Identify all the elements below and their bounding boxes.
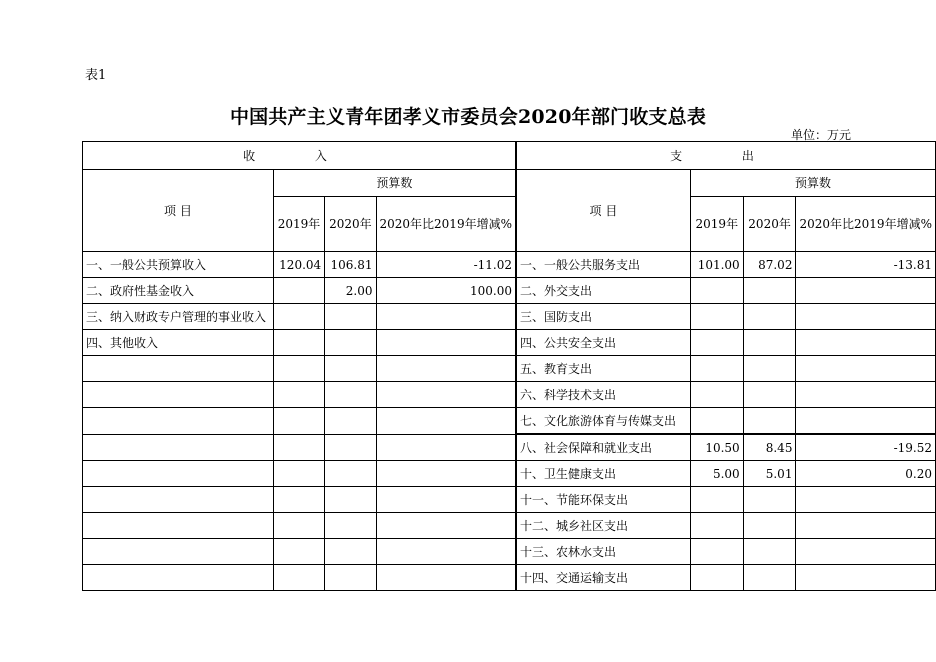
table-row <box>83 304 936 330</box>
page-title: 中国共产主义青年团孝义市委员会2020年部门收支总表 <box>229 106 707 128</box>
expense-2019-cell: 10.50 <box>690 434 743 461</box>
expense-2020-cell <box>743 408 796 435</box>
income-2019-cell <box>273 539 324 565</box>
expense-2020-cell: 8.45 <box>743 434 796 461</box>
expense-change-cell <box>796 356 936 382</box>
income-2020-cell <box>325 304 376 330</box>
budget-summary-table <box>82 141 936 591</box>
expense-2020-cell <box>743 513 796 539</box>
expense-2020-cell <box>743 565 796 591</box>
table-row <box>83 565 936 591</box>
expense-change-cell: 0.20 <box>796 461 936 487</box>
income-section-header: 收 入 <box>83 142 516 170</box>
expense-2019-cell <box>690 513 743 539</box>
income-item-cell: 一、一般公共预算收入 <box>83 252 274 278</box>
expense-item-cell: 二、外交支出 <box>516 278 690 304</box>
income-change-cell <box>376 356 516 382</box>
table-row <box>83 513 936 539</box>
expense-item-cell: 六、科学技术支出 <box>516 382 690 408</box>
expense-change-cell <box>796 382 936 408</box>
income-2019-cell <box>273 382 324 408</box>
budget-header-row <box>83 170 936 197</box>
expense-2020-cell <box>743 539 796 565</box>
expense-change-cell: -19.52 <box>796 434 936 461</box>
expense-2020-cell: 87.02 <box>743 252 796 278</box>
expense-item-cell: 十四、交通运输支出 <box>516 565 690 591</box>
expense-2020-cell <box>743 382 796 408</box>
income-change-cell: 100.00 <box>376 278 516 304</box>
expense-2019-cell <box>690 382 743 408</box>
expense-2019-cell <box>690 539 743 565</box>
expense-item-cell: 五、教育支出 <box>516 356 690 382</box>
expense-section-header: 支 出 <box>516 142 936 170</box>
expense-item-cell: 七、文化旅游体育与传媒支出 <box>516 408 690 435</box>
income-2019-cell <box>273 513 324 539</box>
income-change-cell <box>376 461 516 487</box>
income-2020-header: 2020年 <box>325 197 376 252</box>
income-item-header: 项 目 <box>83 170 274 252</box>
income-change-cell <box>376 408 516 435</box>
expense-2020-cell <box>743 304 796 330</box>
income-item-cell: 三、纳入财政专户管理的事业收入 <box>83 304 274 330</box>
expense-2019-cell <box>690 487 743 513</box>
expense-item-cell: 十三、农林水支出 <box>516 539 690 565</box>
income-item-cell <box>83 382 274 408</box>
income-item-cell: 四、其他收入 <box>83 330 274 356</box>
expense-change-cell <box>796 513 936 539</box>
income-2020-cell <box>325 539 376 565</box>
income-2020-cell <box>325 461 376 487</box>
income-2019-cell <box>273 487 324 513</box>
expense-2019-cell <box>690 565 743 591</box>
expense-2019-header: 2019年 <box>690 197 743 252</box>
table-row <box>83 539 936 565</box>
expense-2020-cell <box>743 356 796 382</box>
table-row <box>83 487 936 513</box>
expense-2019-cell <box>690 304 743 330</box>
expense-item-cell: 三、国防支出 <box>516 304 690 330</box>
table-row <box>83 461 936 487</box>
income-change-cell <box>376 434 516 461</box>
expense-2020-cell: 5.01 <box>743 461 796 487</box>
expense-2020-cell <box>743 330 796 356</box>
expense-change-cell: -13.81 <box>796 252 936 278</box>
expense-change-cell <box>796 304 936 330</box>
income-item-cell <box>83 513 274 539</box>
expense-item-cell: 十、卫生健康支出 <box>516 461 690 487</box>
income-change-cell <box>376 513 516 539</box>
income-2020-cell: 106.81 <box>325 252 376 278</box>
table-row <box>83 356 936 382</box>
income-item-cell <box>83 461 274 487</box>
income-2020-cell <box>325 382 376 408</box>
income-change-cell <box>376 487 516 513</box>
expense-change-cell <box>796 408 936 435</box>
expense-budget-header: 预算数 <box>690 170 935 197</box>
expense-item-cell: 一、一般公共服务支出 <box>516 252 690 278</box>
income-2019-header: 2019年 <box>273 197 324 252</box>
income-2019-cell: 120.04 <box>273 252 324 278</box>
unit-label: 单位：万元 <box>790 128 851 142</box>
expense-2020-cell <box>743 278 796 304</box>
expense-2019-cell: 5.00 <box>690 461 743 487</box>
income-2019-cell <box>273 356 324 382</box>
table-row <box>83 278 936 304</box>
expense-item-cell: 八、社会保障和就业支出 <box>516 434 690 461</box>
expense-change-cell <box>796 330 936 356</box>
income-2020-cell <box>325 408 376 435</box>
expense-2019-cell <box>690 330 743 356</box>
expense-2020-cell <box>743 487 796 513</box>
income-2020-cell <box>325 434 376 461</box>
table-row <box>83 382 936 408</box>
table-row <box>83 252 936 278</box>
table-number-label: 表1 <box>85 68 107 83</box>
expense-2019-cell: 101.00 <box>690 252 743 278</box>
income-2020-cell <box>325 356 376 382</box>
expense-change-header: 2020年比2019年增减% <box>796 197 936 252</box>
expense-2019-cell <box>690 356 743 382</box>
income-2019-cell <box>273 330 324 356</box>
income-change-cell <box>376 304 516 330</box>
income-2019-cell <box>273 565 324 591</box>
income-2020-cell <box>325 330 376 356</box>
income-change-cell: -11.02 <box>376 252 516 278</box>
income-item-cell <box>83 434 274 461</box>
section-header-row <box>83 142 936 170</box>
table-row <box>83 408 936 435</box>
expense-change-cell <box>796 278 936 304</box>
income-item-cell: 二、政府性基金收入 <box>83 278 274 304</box>
income-2020-cell <box>325 565 376 591</box>
income-2019-cell <box>273 434 324 461</box>
expense-2020-header: 2020年 <box>743 197 796 252</box>
income-budget-header: 预算数 <box>273 170 516 197</box>
expense-item-cell: 四、公共安全支出 <box>516 330 690 356</box>
income-2019-cell <box>273 304 324 330</box>
expense-change-cell <box>796 487 936 513</box>
income-change-cell <box>376 382 516 408</box>
expense-2019-cell <box>690 278 743 304</box>
expense-change-cell <box>796 565 936 591</box>
expense-item-cell: 十一、节能环保支出 <box>516 487 690 513</box>
expense-2019-cell <box>690 408 743 435</box>
income-item-cell <box>83 408 274 435</box>
income-item-cell <box>83 565 274 591</box>
table-row <box>83 330 936 356</box>
income-2019-cell <box>273 278 324 304</box>
income-change-cell <box>376 539 516 565</box>
expense-item-cell: 十二、城乡社区支出 <box>516 513 690 539</box>
income-item-cell <box>83 356 274 382</box>
income-2020-cell <box>325 513 376 539</box>
expense-change-cell <box>796 539 936 565</box>
income-change-cell <box>376 330 516 356</box>
income-2019-cell <box>273 408 324 435</box>
income-change-cell <box>376 565 516 591</box>
income-2019-cell <box>273 461 324 487</box>
income-item-cell <box>83 487 274 513</box>
income-item-cell <box>83 539 274 565</box>
income-2020-cell <box>325 487 376 513</box>
expense-item-header: 项 目 <box>516 170 690 252</box>
table-row <box>83 434 936 461</box>
income-change-header: 2020年比2019年增减% <box>376 197 516 252</box>
income-2020-cell: 2.00 <box>325 278 376 304</box>
